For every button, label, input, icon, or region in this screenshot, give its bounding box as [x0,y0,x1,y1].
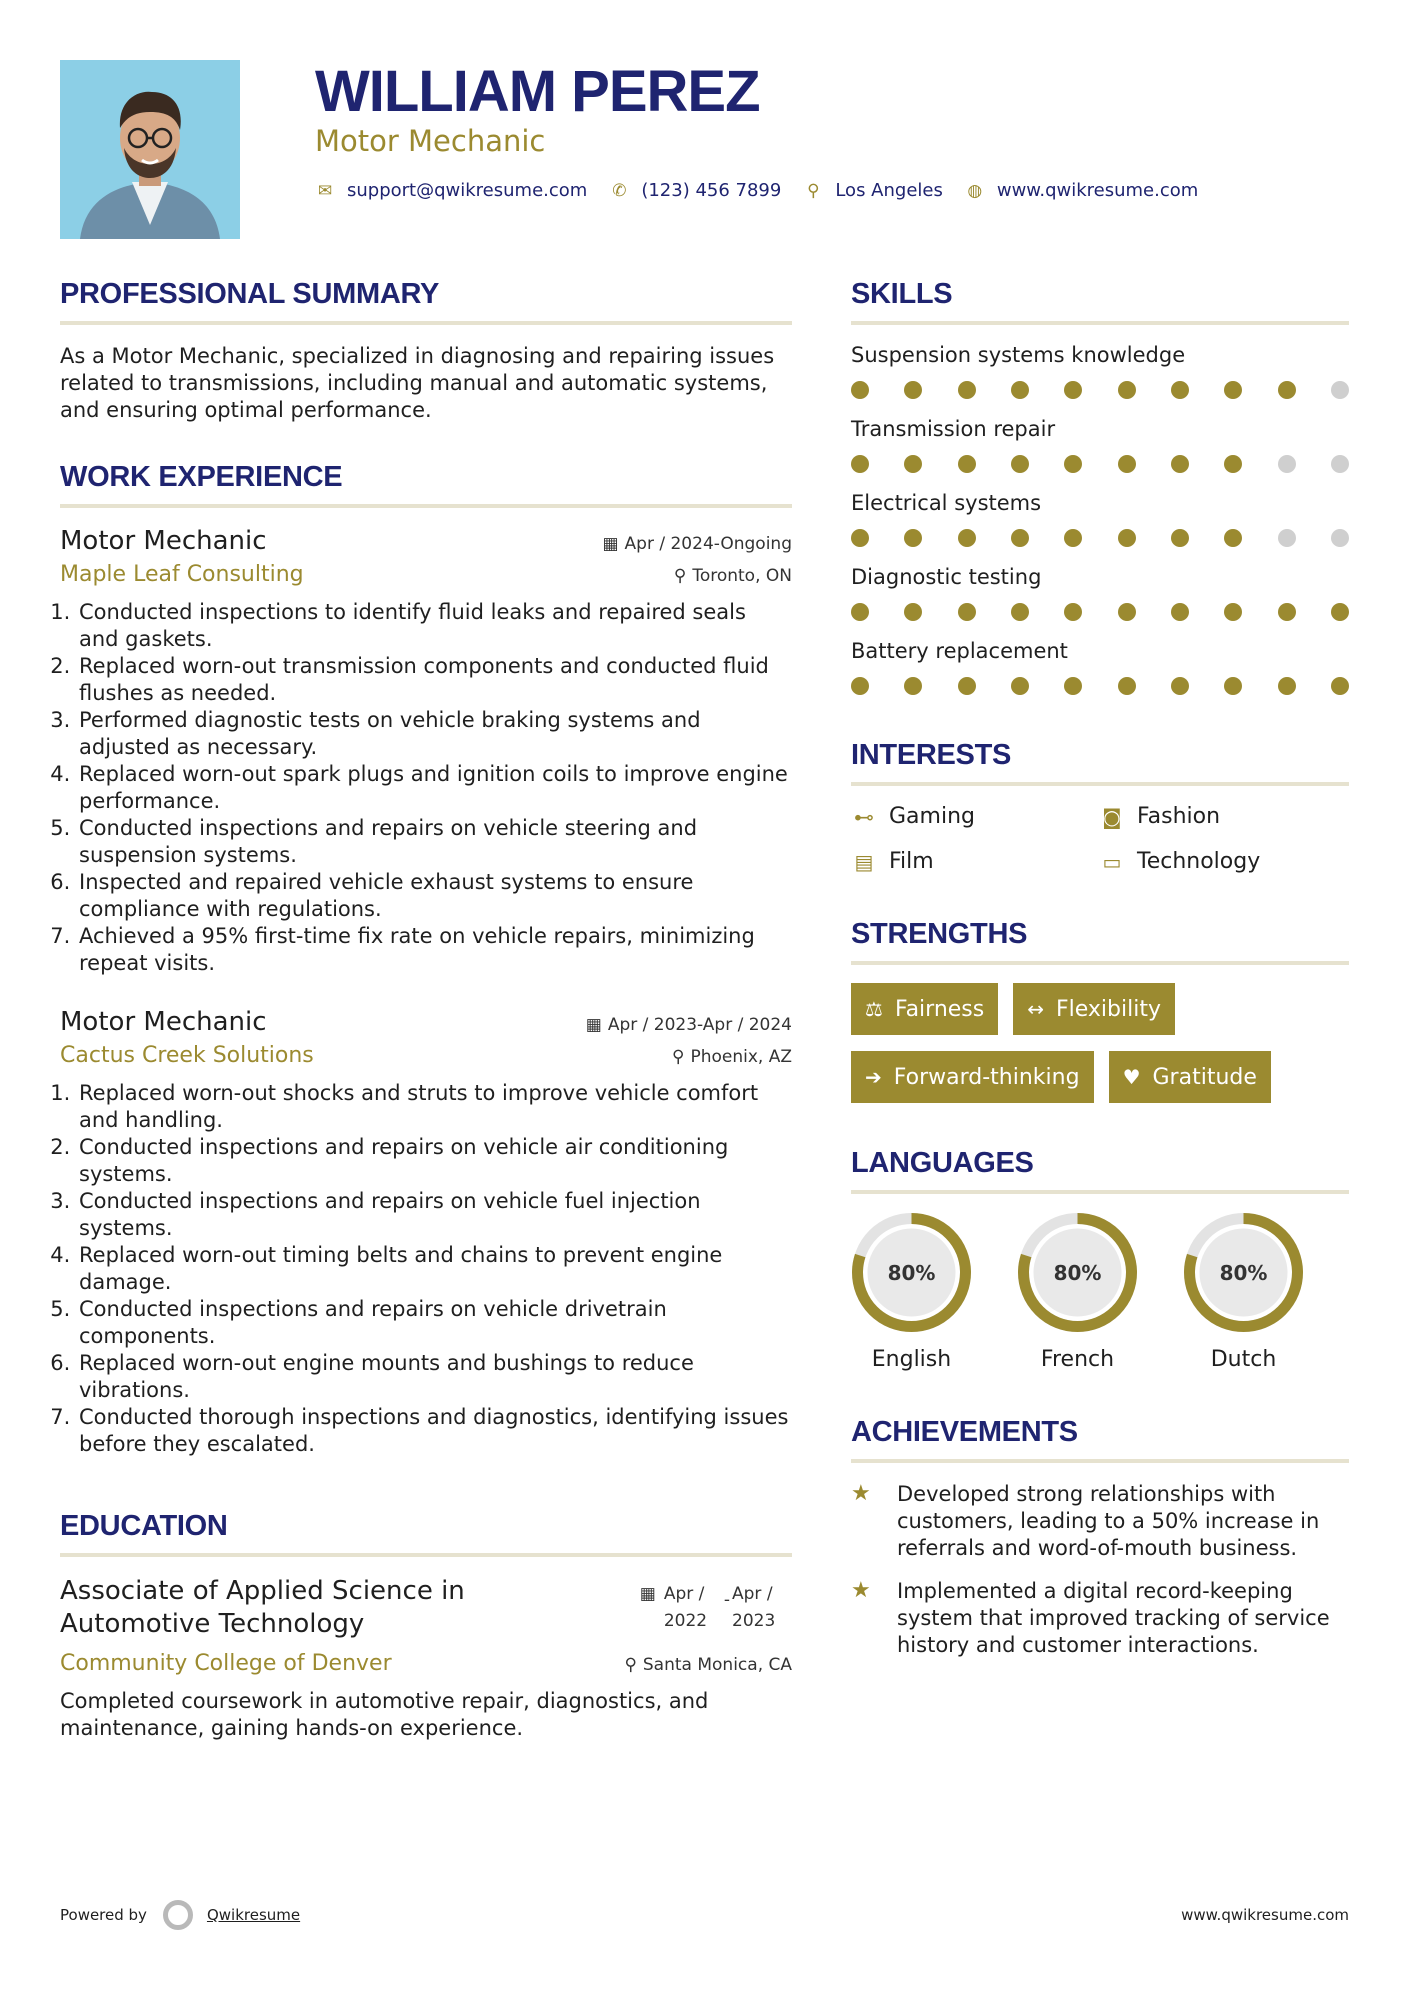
skill-dot-filled [1171,529,1189,547]
skill-name: Transmission repair [851,417,1056,441]
skill-dot-filled [1224,455,1242,473]
duty-item: 3. Performed diagnostic tests on vehicle braking systems and adjusted as necessary. [77,707,792,761]
education-description: Completed coursework in automotive repair, diagnostics, and maintenance, gaining hands-on experience. [60,1689,709,1740]
interest-label: Film [889,849,934,874]
job-title: Motor Mechanic [60,1007,267,1037]
interest-item [1099,849,1349,874]
skills-list [851,343,1349,695]
duty-item: 4. Replaced worn-out timing belts and chains to prevent engine damage. [77,1242,792,1296]
duty-item: 7. Conducted thorough inspections and diagnostics, identifying issues before they escalated. [77,1404,792,1458]
skill-dot-filled [904,529,922,547]
skill-dot-filled [904,381,922,399]
interest-item [851,849,1099,874]
skill-rating [851,677,1349,695]
job-company: Maple Leaf Consulting [60,562,304,587]
map-marker-icon: ⚲ [807,180,820,201]
footer-url[interactable]: www.qwikresume.com [1181,1906,1349,1924]
skill-name: Diagnostic testing [851,565,1042,589]
skill-dot-filled [851,603,869,621]
contact-website[interactable]: www.qwikresume.com [996,180,1199,201]
skill-dot-filled [958,529,976,547]
skill-dot-filled [1224,677,1242,695]
education-end-year: 2023 [732,1611,776,1631]
interests-list [851,804,1349,874]
language-name: Dutch [1210,1347,1277,1372]
skill-dot-filled [851,455,869,473]
education-degree: Associate of Applied Science in Automotive Technology [60,1576,465,1639]
shooting-star-icon: ★ [851,1578,871,1603]
achievements-heading: ACHIEVEMENTS [851,1416,1349,1463]
job-duties [60,1080,792,1458]
skill-dot-filled [1224,603,1242,621]
gauge-label: 80% [887,1261,936,1285]
skill-dot-filled [1011,529,1029,547]
achievement-item [851,1578,1349,1659]
phone-icon: ✆ [612,180,627,201]
skill-name: Suspension systems knowledge [851,343,1186,367]
education-start-month: Apr / [663,1584,705,1604]
skill-dot-empty [1331,455,1349,473]
skill-item [851,491,1349,547]
education-date-separator: - [723,1590,730,1610]
skill-dot-filled [1331,603,1349,621]
job-duties [60,599,792,977]
duty-item: 1. Conducted inspections to identify fluid leaks and repaired seals and gaskets. [77,599,792,653]
strength-tag [851,1051,1094,1103]
skill-dot-empty [1331,381,1349,399]
skill-dot-filled [1224,529,1242,547]
language-gauge [1183,1212,1304,1333]
profile-photo [60,60,240,239]
skill-dot-filled [1011,677,1029,695]
achievement-text: Implemented a digital record-keeping system that improved tracking of service history and customer interactions. [897,1579,1330,1657]
skill-dot-filled [958,603,976,621]
skill-dot-filled [1278,603,1296,621]
skill-dot-filled [1118,677,1136,695]
duty-item: 6. Replaced worn-out engine mounts and bushings to reduce vibrations. [77,1350,792,1404]
brand-link[interactable]: Qwikresume [206,1906,301,1924]
languages-list [851,1212,1349,1372]
contact-bar [315,180,1220,201]
gamepad-icon: ⊷ [854,804,874,829]
skill-item [851,565,1349,621]
skills-heading: SKILLS [851,278,1349,325]
strengths-heading: STRENGTHS [851,918,1349,965]
job-entry [60,1007,792,1458]
powered-by-text: Powered by [60,1906,147,1924]
duty-item: 5. Conducted inspections and repairs on vehicle steering and suspension systems. [77,815,792,869]
summary-heading: PROFESSIONAL SUMMARY [60,278,792,325]
gauge-label: 80% [1219,1261,1268,1285]
achievement-text: Developed strong relationships with customers, leading to a 50% increase in referrals and word-of-mouth business. [897,1482,1320,1560]
education-end-month: Apr / [732,1584,773,1604]
footer-powered-by [60,1900,300,1930]
skill-dot-filled [904,455,922,473]
interest-label: Gaming [889,804,975,829]
pin-icon: ⚲ [624,1655,637,1675]
qwikresume-logo-icon [163,1900,193,1930]
strength-tag [851,983,998,1035]
interest-label: Technology [1137,849,1261,874]
calendar-icon: ▦ [585,1015,602,1035]
arrows-horizontal-icon: ↔ [1027,997,1044,1021]
duty-item: 3. Conducted inspections and repairs on vehicle fuel injection systems. [77,1188,792,1242]
skill-dot-filled [904,603,922,621]
skill-dot-filled [1278,381,1296,399]
skill-dot-filled [1118,381,1136,399]
language-item [851,1212,972,1372]
duty-item: 1. Replaced worn-out shocks and struts to improve vehicle comfort and handling. [77,1080,792,1134]
language-item [1183,1212,1304,1372]
balance-scale-icon: ⚖ [865,997,883,1021]
duty-item: 2. Conducted inspections and repairs on vehicle air conditioning systems. [77,1134,792,1188]
skill-dot-filled [1278,677,1296,695]
shooting-star-icon: ★ [851,1481,871,1506]
right-column [851,278,1349,1675]
duty-item: 7. Achieved a 95% first-time fix rate on vehicle repairs, minimizing repeat visits. [77,923,792,977]
language-gauge [851,1212,972,1333]
skill-rating [851,381,1349,399]
language-gauge [1017,1212,1138,1333]
strength-tag [1013,983,1175,1035]
arrow-right-icon: ➔ [865,1065,882,1089]
envelope-icon: ✉ [317,180,333,201]
strengths-list [851,983,1349,1103]
achievements-list [851,1481,1349,1659]
shopping-bag-icon: ◙ [1102,804,1122,829]
skill-rating [851,603,1349,621]
skill-dot-filled [1064,677,1082,695]
duty-item: 2. Replaced worn-out transmission components and conducted fluid flushes as needed. [77,653,792,707]
interest-item [851,804,1099,829]
skill-dot-filled [1118,603,1136,621]
skill-rating [851,529,1349,547]
skill-dot-filled [1064,381,1082,399]
skill-name: Electrical systems [851,491,1042,515]
duty-item: 6. Inspected and repaired vehicle exhaust systems to ensure compliance with regulations. [77,869,792,923]
skill-dot-filled [1224,381,1242,399]
education-location: Santa Monica, CA [642,1655,792,1675]
left-column [60,278,792,1742]
skill-dot-filled [851,677,869,695]
skill-rating [851,455,1349,473]
skill-dot-filled [1171,603,1189,621]
job-location: Phoenix, AZ [690,1047,792,1067]
language-name: French [1040,1347,1115,1372]
skill-dot-filled [958,381,976,399]
skill-dot-filled [1171,677,1189,695]
skill-dot-filled [1118,529,1136,547]
skill-dot-filled [851,529,869,547]
summary-text: As a Motor Mechanic, specialized in diagnosing and repairing issues related to transmissions, including manual and automatic systems, and ensuring optimal performance. [60,344,775,422]
avatar-illustration [60,60,240,239]
contact-phone[interactable]: (123) 456 7899 [641,180,782,201]
strength-label: Gratitude [1152,1064,1257,1090]
calendar-icon: ▦ [602,534,619,554]
candidate-name: WILLIAM PEREZ [315,59,760,124]
job-dates: Apr / 2023-Apr / 2024 [607,1015,792,1035]
skill-dot-filled [1064,529,1082,547]
pin-icon: ⚲ [672,1047,685,1067]
skill-item [851,639,1349,695]
film-icon: ▤ [854,849,874,874]
skill-dot-filled [904,677,922,695]
skill-dot-filled [1118,455,1136,473]
gauge-label: 80% [1053,1261,1102,1285]
languages-heading: LANGUAGES [851,1147,1349,1194]
language-name: English [871,1347,952,1372]
pin-icon: ⚲ [673,566,687,586]
job-company: Cactus Creek Solutions [60,1043,314,1068]
contact-location: Los Angeles [835,180,943,201]
skill-dot-filled [1064,455,1082,473]
skill-dot-filled [1331,677,1349,695]
skill-dot-empty [1278,529,1296,547]
strength-tag [1109,1051,1271,1103]
strength-label: Forward-thinking [893,1064,1080,1090]
skill-dot-filled [851,381,869,399]
strength-label: Fairness [894,996,985,1022]
calendar-icon: ▦ [639,1584,656,1604]
strength-label: Flexibility [1056,996,1161,1022]
job-title: Motor Mechanic [60,526,267,556]
interest-item [1099,804,1349,829]
laptop-icon: ▭ [1102,849,1122,874]
skill-dot-filled [1171,455,1189,473]
skill-dot-filled [958,455,976,473]
education-entry [60,1575,792,1641]
language-item [1017,1212,1138,1372]
education-school: Community College of Denver [60,1651,392,1676]
skill-name: Battery replacement [851,639,1068,663]
interests-heading: INTERESTS [851,739,1349,786]
duty-item: 4. Replaced worn-out spark plugs and ignition coils to improve engine performance. [77,761,792,815]
skill-item [851,343,1349,399]
skill-dot-empty [1278,455,1296,473]
skill-item [851,417,1349,473]
education-heading: EDUCATION [60,1510,792,1557]
heart-icon: ♥ [1122,1065,1141,1089]
job-entry [60,526,792,977]
skill-dot-filled [1011,455,1029,473]
skill-dot-filled [1011,381,1029,399]
skill-dot-filled [1011,603,1029,621]
candidate-title: Motor Mechanic [315,124,546,158]
skill-dot-empty [1331,529,1349,547]
skill-dot-filled [958,677,976,695]
skill-dot-filled [1064,603,1082,621]
education-start-year: 2022 [663,1611,708,1631]
achievement-item [851,1481,1349,1562]
experience-heading: WORK EXPERIENCE [60,461,792,508]
job-location: Toronto, ON [692,566,792,586]
interest-label: Fashion [1137,804,1221,829]
contact-email[interactable]: support@qwikresume.com [347,180,588,201]
skill-dot-filled [1171,381,1189,399]
duty-item: 5. Conducted inspections and repairs on vehicle drivetrain components. [77,1296,792,1350]
globe-icon: ◍ [967,180,983,201]
job-dates: Apr / 2024-Ongoing [624,534,792,554]
